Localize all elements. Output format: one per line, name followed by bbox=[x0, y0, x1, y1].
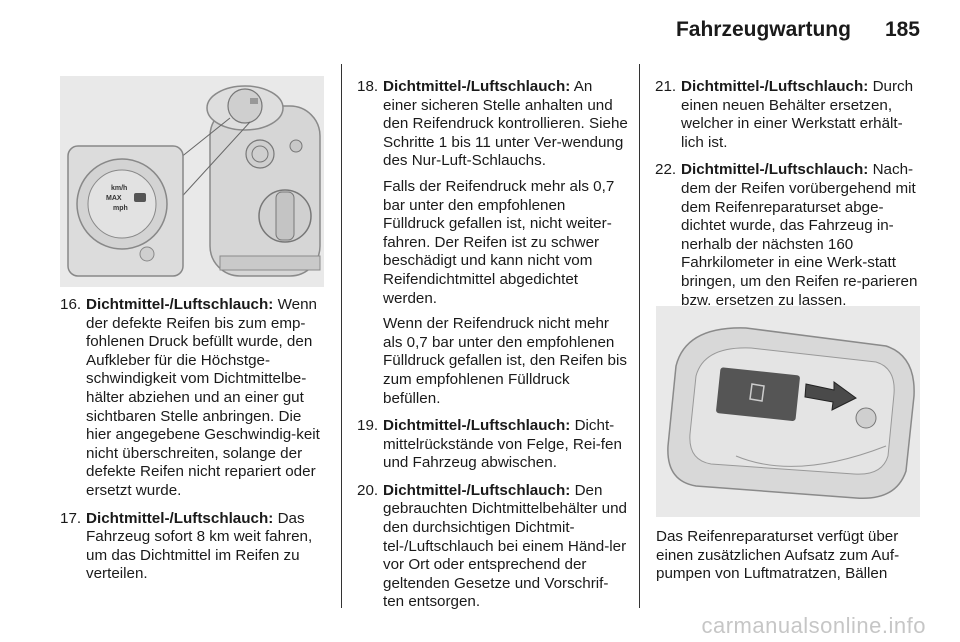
step-18 bbox=[357, 78, 629, 408]
closing-paragraph bbox=[656, 528, 926, 584]
column-divider-right bbox=[639, 64, 640, 608]
step-number: 16. bbox=[60, 296, 82, 313]
step-number: 19. bbox=[357, 417, 379, 435]
step-body bbox=[383, 482, 629, 612]
watermark: carmanualsonline.info bbox=[701, 613, 926, 638]
figure-repair-kit-attachment bbox=[656, 306, 920, 517]
step-number: 22. bbox=[655, 161, 677, 179]
figure-speed-sticker bbox=[60, 76, 324, 287]
step-text: Wenn der defekte Reifen bis zum emp-fohlenen Druck befüllt wurde, den Aufkleber für die Höchstge-schwindigkeit vom Dichtmittelbe-hälter abziehen und an einer gut sichtbaren Stelle anbringen. Die hier angegebene Geschwindig-keit nicht überschreiten, solange der defekte Reifen nicht repariert oder ersetzt wurde. bbox=[86, 296, 320, 499]
sticker-mph-label: mph bbox=[113, 205, 128, 212]
step-16 bbox=[60, 296, 330, 501]
closing-text: Das Reifenreparaturset verfügt über einen zusätzlichen Aufsatz zum Auf-pumpen von Luftmatratzen, Bällen bbox=[656, 528, 900, 583]
step-label: Dichtmittel-/Luftschlauch: bbox=[681, 161, 869, 179]
step-19 bbox=[357, 417, 629, 473]
step-paragraph: Wenn der Reifendruck nicht mehr als 0,7 bar unter den empfohlenen Fülldruck gefallen ist, den Reifen bis zum empfohlenen Fülldruck befüllen. bbox=[383, 315, 627, 407]
speed-sticker-illustration bbox=[60, 76, 324, 287]
step-number: 18. bbox=[357, 78, 379, 95]
step-22 bbox=[655, 161, 925, 310]
page-number: 185 bbox=[884, 18, 920, 41]
sticker-kmh-label: km/h bbox=[111, 185, 128, 192]
column-right bbox=[655, 78, 925, 319]
step-number: 21. bbox=[655, 78, 677, 95]
header-title: Fahrzeugwartung bbox=[675, 18, 851, 41]
step-body bbox=[681, 78, 925, 152]
step-number: 20. bbox=[357, 481, 379, 499]
column-middle bbox=[357, 78, 629, 621]
step-20 bbox=[357, 482, 629, 612]
sticker-max-label: MAX bbox=[106, 195, 122, 202]
repair-kit-illustration bbox=[656, 306, 920, 517]
step-body bbox=[86, 296, 330, 501]
step-body bbox=[681, 161, 925, 310]
column-left bbox=[60, 296, 330, 593]
step-text: Den gebrauchten Dichtmittelbehälter und den durchsichtigen Dichtmit-tel-/Luftschlauch bei einem Händ-ler vor Ort oder entsprechend der geltenden Gesetze und Vorschrif-ten entsorgen. bbox=[383, 481, 627, 611]
step-17 bbox=[60, 510, 330, 584]
column-divider-left bbox=[341, 64, 342, 608]
step-label: Dichtmittel-/Luftschlauch: bbox=[86, 296, 274, 313]
step-label: Dichtmittel-/Luftschlauch: bbox=[383, 481, 571, 499]
step-body bbox=[383, 78, 629, 408]
step-label: Dichtmittel-/Luftschlauch: bbox=[383, 417, 571, 435]
step-paragraph: Falls der Reifendruck mehr als 0,7 bar unter den empfohlenen Fülldruck gefallen ist, nicht weiter-fahren. Der Reifen ist zu schwer beschädigt und kann nicht vom Reifendichtmittel abgedichtet werden. bbox=[383, 177, 615, 307]
step-text: Durch einen neuen Behälter ersetzen, welcher in einer Werkstatt erhält-lich ist. bbox=[681, 78, 914, 151]
page-header bbox=[676, 18, 920, 42]
step-body bbox=[86, 510, 330, 584]
step-label: Dichtmittel-/Luftschlauch: bbox=[383, 78, 571, 95]
step-text: Nach-dem der Reifen vorübergehend mit dem Reifenreparaturset abge-dichtet wurde, das Fahrzeug in-nerhalb der nächsten 160 Fahrkilometer in eine Werk-statt bringen, um den Reifen re-parieren bzw. ersetzen zu lassen. bbox=[681, 161, 918, 309]
step-label: Dichtmittel-/Luftschlauch: bbox=[681, 78, 869, 95]
step-text: An einer sicheren Stelle anhalten und den Reifendruck kontrollieren. Siehe Schritte 1 bis 11 unter Ver-wendung des Nur-Luft-Schlauchs. bbox=[383, 78, 628, 170]
step-text: Dicht-mittelrückstände von Felge, Rei-fen und Fahrzeug abwischen. bbox=[383, 417, 622, 472]
step-body bbox=[383, 417, 629, 473]
step-text: Das Fahrzeug sofort 8 km weit fahren, um das Dichtmittel im Reifen zu verteilen. bbox=[86, 509, 313, 583]
step-number: 17. bbox=[60, 509, 82, 527]
step-label: Dichtmittel-/Luftschlauch: bbox=[86, 509, 274, 527]
step-21 bbox=[655, 78, 925, 152]
